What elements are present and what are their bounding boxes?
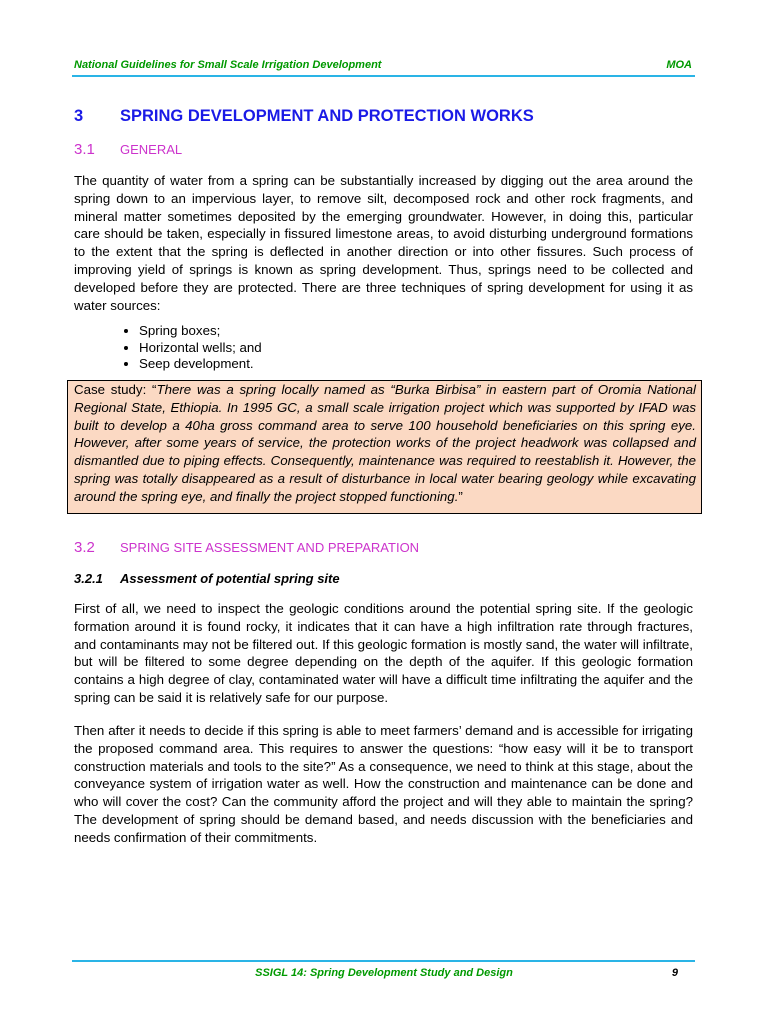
section-heading	[74, 107, 534, 126]
subsection-title: SPRING SITE ASSESSMENT AND PREPARATION	[120, 540, 420, 555]
case-study-label: Case study: “	[74, 382, 157, 397]
subsubsection-heading	[74, 571, 340, 586]
page-header	[74, 59, 694, 71]
header-title: National Guidelines for Small Scale Irrigation Development	[74, 59, 382, 71]
header-rule	[72, 75, 695, 77]
subsection-title: GENERAL	[120, 142, 183, 157]
header-org: MOA	[666, 59, 692, 71]
list-item: • Spring boxes;	[139, 323, 262, 340]
subsection-heading-site	[74, 539, 419, 556]
case-study-text: There was a spring locally named as “Burka Birbisa” in eastern part of Oromia National Regional State, Ethiopia. In 1995 GC, a small scale irrigation project which was supported by IFAD was built to develop a 40ha gross command area to serve 100 household beneficiaries on this spring eye. However, after some years of service, the protection works of the project headwork was collapsed and dismantled due to piping effects. Consequently, maintenance was required to reestablish it. However, the spring was totally disappeared as a result of disturbance in local water bearing geology while excavating around the spring eye, and finally the project stopped functioning.	[74, 382, 696, 504]
subsection-heading-general	[74, 141, 182, 158]
footer-title: SSIGL 14: Spring Development Study and Design	[255, 967, 513, 979]
list-item: • Seep development.	[139, 356, 262, 373]
section-number: 3	[74, 107, 84, 125]
list-item: • Horizontal wells; and	[139, 340, 262, 357]
subsubsection-title: Assessment of potential spring site	[120, 571, 340, 586]
assessment-paragraph-2: Then after it needs to decide if this spring is able to meet farmers’ demand and is accessible for irrigating the proposed command area. This requires to answer the questions: “how easy will it be to transport construction materials and tools to the site?” As a consequence, we need to think at this stage, about the conveyance system of irrigation water as well. How the construction and maintenance can be done and who will cover the cost? Can the community afford the project and will they able to maintain the spring? The development of spring should be demand based, and needs discussion with the beneficiaries and needs confirmation of their commitments.	[74, 723, 693, 845]
page-footer	[74, 967, 694, 979]
subsection-number: 3.1	[74, 141, 95, 158]
general-paragraph: The quantity of water from a spring can be substantially increased by digging out the area around the spring down to an impervious layer, to remove silt, decomposed rock and other rock fragments, and mineral matter sometimes deposited by the emerging groundwater. However, in doing this, particular care should be taken, especially in fissured limestone areas, to avoid disturbing underground formations to the extent that the spring is deflected in another direction or into other fissures. Such process of improving yield of springs is known as spring development. Thus, springs need to be collected and developed before they are protected. There are three techniques of spring development for using it as water sources:	[74, 173, 693, 313]
subsubsection-number: 3.2.1	[74, 571, 103, 586]
assessment-paragraph-1: First of all, we need to inspect the geologic conditions around the potential spring site. If the geologic formation around it is found rocky, it indicates that it can have a high infiltration rate through fractures, and contaminants may not be filtered out. If this geologic formation is mostly sand, the water will infiltrate, but will be filtered to some degree depending on the depth of the aquifer. If this geologic formation contains a high degree of clay, contaminated water will have a difficult time infiltrating the aquifer and the spring can be said it is relatively safe for our purpose.	[74, 601, 693, 705]
technique-list	[74, 323, 262, 373]
footer-rule	[72, 960, 695, 962]
case-study-close-quote: ”	[458, 488, 463, 504]
section-title: SPRING DEVELOPMENT AND PROTECTION WORKS	[120, 107, 534, 125]
subsection-number: 3.2	[74, 539, 95, 556]
page-number: 9	[671, 967, 678, 979]
case-study-box	[67, 380, 702, 514]
